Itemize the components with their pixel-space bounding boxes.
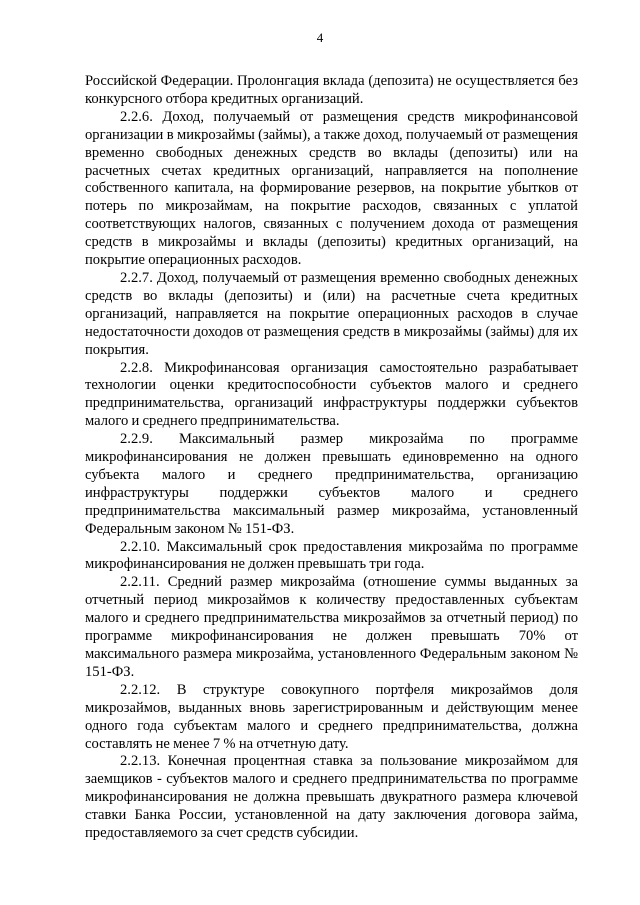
paragraph-2-2-7: 2.2.7. Доход, получаемый от размещения временно свободных денежных средств во вклады (депозиты) и (или) на расчетные счета кредитных организаций, направляется на покрытие операционных расходов в случае недостаточности доходов от размещения средств в микрозаймы (займы) для их покрытия. (85, 269, 578, 358)
document-body (85, 73, 578, 843)
paragraph-2-2-10: 2.2.10. Максимальный срок предоставления микрозайма по программе микрофинансирования не должен превышать три года. (85, 538, 578, 573)
paragraph-2-2-9: 2.2.9. Максимальный размер микрозайма по программе микрофинансирования не должен превышать единовременно на одного субъекта малого и среднего предпринимательства, организацию инфраструктуры поддержки субъектов малого и среднего предпринимательства максимальный размер микрозайма, установленный Федеральным законом № 151-ФЗ. (85, 431, 578, 537)
paragraph-2-2-8: 2.2.8. Микрофинансовая организация самостоятельно разрабатывает технологии оценки кредитоспособности субъектов малого и среднего предпринимательства, организаций инфраструктуры поддержки субъектов малого и среднего предпринимательства. (85, 359, 578, 430)
paragraph-2-2-6: 2.2.6. Доход, получаемый от размещения средств микрофинансовой организации в микрозаймы (займы), а также доход, получаемый от размещения временно свободных денежных средств во вклады (депозиты) или на расчетных счетах кредитных организаций, направляется на пополнение собственного капитала, на формирование резервов, на покрытие убытков от потерь по микрозаймам, на покрытие расходов, связанных с уплатой соответствующих налогов, связанных с получением дохода от размещения средств в микрозаймы и вклады (депозиты) кредитных организаций, на покрытие операционных расходов. (85, 108, 578, 269)
paragraph-continuation: Российской Федерации. Пролонгация вклада (депозита) не осуществляется без конкурсного отбора кредитных организаций. (85, 73, 578, 107)
page-number: 4 (316, 30, 324, 45)
paragraph-2-2-12: 2.2.12. В структуре совокупного портфеля микрозаймов доля микрозаймов, выданных вновь зарегистрированным и действующим менее одного года субъектам малого и среднего предпринимательства, должна составлять не менее 7 % на отчетную дату. (85, 681, 578, 752)
paragraph-2-2-11: 2.2.11. Средний размер микрозайма (отношение суммы выданных за отчетный период микрозаймов к количеству предоставленных субъектам малого и среднего предпринимательства микрозаймов за отчетный период) по программе микрофинансирования не должен превышать 70% от максимального размера микрозайма, установленного Федеральным законом № 151-ФЗ. (85, 574, 578, 680)
paragraph-2-2-13: 2.2.13. Конечная процентная ставка за пользование микрозаймом для заемщиков - субъектов малого и среднего предпринимательства по программе микрофинансирования не должна превышать двукратного размера ключевой ставки Банка России, установленной на дату заключения договора займа, предоставляемого за счет средств субсидии. (85, 753, 578, 842)
